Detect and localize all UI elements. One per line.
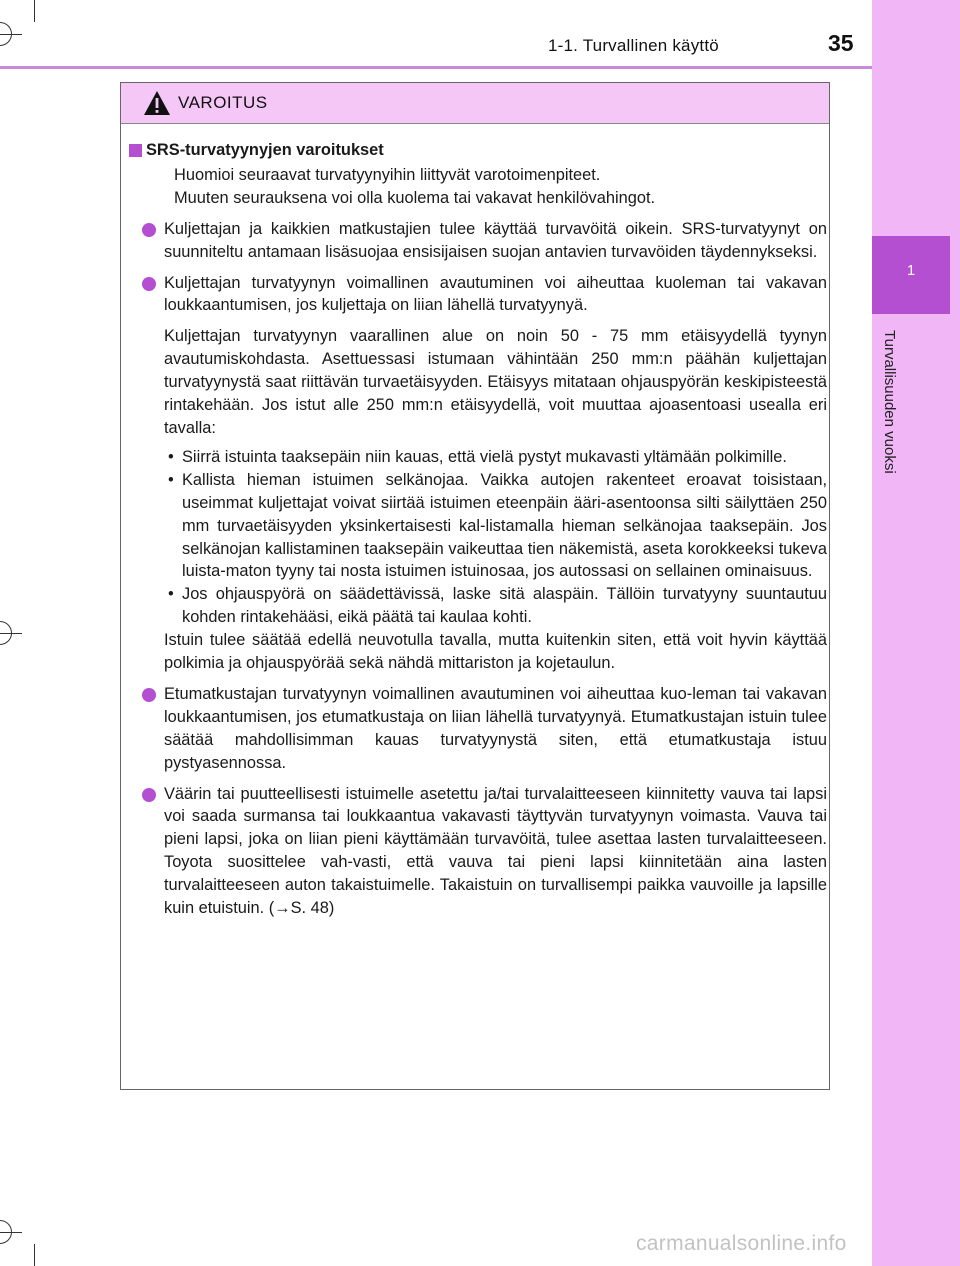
small-bullet-icon: • — [168, 470, 174, 489]
driver-position-list — [129, 446, 827, 629]
intro-line-2: Muuten seurauksena voi olla kuolema tai vakavat henkilövahingot. — [174, 188, 656, 207]
bullet-child-safety — [129, 783, 827, 920]
warning-content — [129, 139, 827, 920]
side-tab-label-text: Turvallisuuden vuoksi — [881, 330, 898, 474]
header-rule — [0, 66, 872, 69]
intro-line-1: Huomioi seuraavat turvatyynyihin liittyvät varotoimenpiteet. — [174, 165, 601, 184]
subsection-title-text: SRS-turvatyynyjen varoitukset — [146, 141, 384, 159]
side-tab-strip — [872, 0, 960, 1266]
warning-box — [120, 82, 830, 1090]
seat-adjust-paragraph: Istuin tulee säätää edellä neuvotulla tavalla, mutta kuitenkin siten, että voit hyvin käyttää polkimia ja ohjauspyörää sekä nähdä mittariston ja kojetaulun. — [164, 631, 827, 673]
bullet-text: Kuljettajan turvatyynyn voimallinen avautuminen voi aiheuttaa kuoleman tai vakavan loukkaantumisen, jos kuljettaja on liian lähellä turvatyynyä. — [164, 273, 827, 315]
intro-text — [129, 164, 827, 210]
list-item — [129, 583, 827, 629]
watermark: carmanualsonline.info — [636, 1232, 847, 1255]
bullet-seatbelts — [129, 218, 827, 264]
small-bullet-icon: • — [168, 585, 174, 604]
bullet-passenger-airbag — [129, 683, 827, 775]
side-tab-label — [880, 330, 904, 530]
list-item — [129, 469, 827, 584]
bullet-driver-airbag — [129, 272, 827, 318]
driver-distance-paragraph: Kuljettajan turvatyynyn vaarallinen alue on noin 50 - 75 mm etäisyydellä tyynyn avautumiskohdasta. Asettuessasi istumaan vähintään 250 mm:n päähän kuljettajan turvatyynystä saat riittävän turvaetäisyyden. Etäisyys mitataan ohjauspyörän keskipisteestä rintakehään. Jos istut alle 250 mm:n etäisyydellä, voit muuttaa ajoasentoasi usealla eri tavalla: — [164, 327, 827, 437]
square-bullet-icon — [129, 144, 142, 157]
bullet-dot-icon — [142, 688, 156, 702]
bullet-text: Väärin tai puutteellisesti istuimelle asetettu ja/tai turvalaitteeseen kiinnitetty vauva tai lapsi voi saada surmansa tai loukkaantua vakavasti täyttyvän turvatyynyn voimasta. Vauva tai pieni lapsi, joka on liian pieni käyttämään turvavöitä, tulee asettaa lasten turvalaitteeseen. Toyota suosittelee vah-vasti, että vauva tai pieni lapsi kiinnitetään aina lasten turvalaitteeseen auton takaistuimelle. Takaistuin on turvallisempi paikka vauvoille ja lapsille kuin etuistuin. (→S. 48) — [164, 784, 827, 918]
bullet-text: Etumatkustajan turvatyynyn voimallinen avautuminen voi aiheuttaa kuo-leman tai vakavan loukkaantumisen, jos etumatkustaja on liian lähellä turvatyynyä. Etumatkustajan istuin tulee säätää mahdollisimman kauas turvatyynystä siten, että etumatkustaja istuu pystyasennossa. — [164, 684, 827, 772]
list-item — [129, 446, 827, 469]
list-item-text: Kallista hieman istuimen selkänojaa. Vaikka autojen rakenteet eroavat toisistaan, useimmat kuljettajat voivat siirtää istuimen eteenpäin ääri-asentoonsa silti säilyttäen 250 mm turvaetäisyyden yksinkertaisesti kal-listamalla hieman selkänojaa taaksepäin. Jos selkänojan kallistaminen taaksepäin vaikeuttaa tien näkemistä, aseta korokkeeksi tukeva luista-maton tyyny tai nosta istuimen istuinosaa, jos autossasi on sellainen ominaisuus. — [182, 470, 827, 581]
section-header-title: 1-1. Turvallinen käyttö — [548, 36, 719, 55]
side-tab-number: 1 — [906, 262, 916, 279]
list-item-text: Siirrä istuinta taaksepäin niin kauas, että vielä pystyt mukavasti yltämään polkimille. — [182, 447, 787, 466]
bullet-text: Kuljettajan ja kaikkien matkustajien tulee käyttää turvavöitä oikein. SRS-turvatyynyt on suunniteltu antamaan lisäsuojaa ensisijaisen suojan antavien turvavöiden täydennykseksi. — [164, 219, 827, 261]
small-bullet-icon: • — [168, 447, 174, 466]
bullet-dot-icon — [142, 277, 156, 291]
subsection-title — [129, 139, 827, 162]
warning-title: VAROITUS — [178, 93, 268, 112]
bullet-dot-icon — [142, 788, 156, 802]
bullet-dot-icon — [142, 223, 156, 237]
page-number: 35 — [828, 30, 854, 56]
warning-triangle-icon — [143, 90, 171, 116]
warning-header — [121, 83, 829, 124]
list-item-text: Jos ohjauspyörä on säädettävissä, laske sitä alaspäin. Tällöin turvatyyny suuntautuu kohden rintakehääsi, eikä päätä tai kaulaa kohti. — [182, 585, 827, 627]
